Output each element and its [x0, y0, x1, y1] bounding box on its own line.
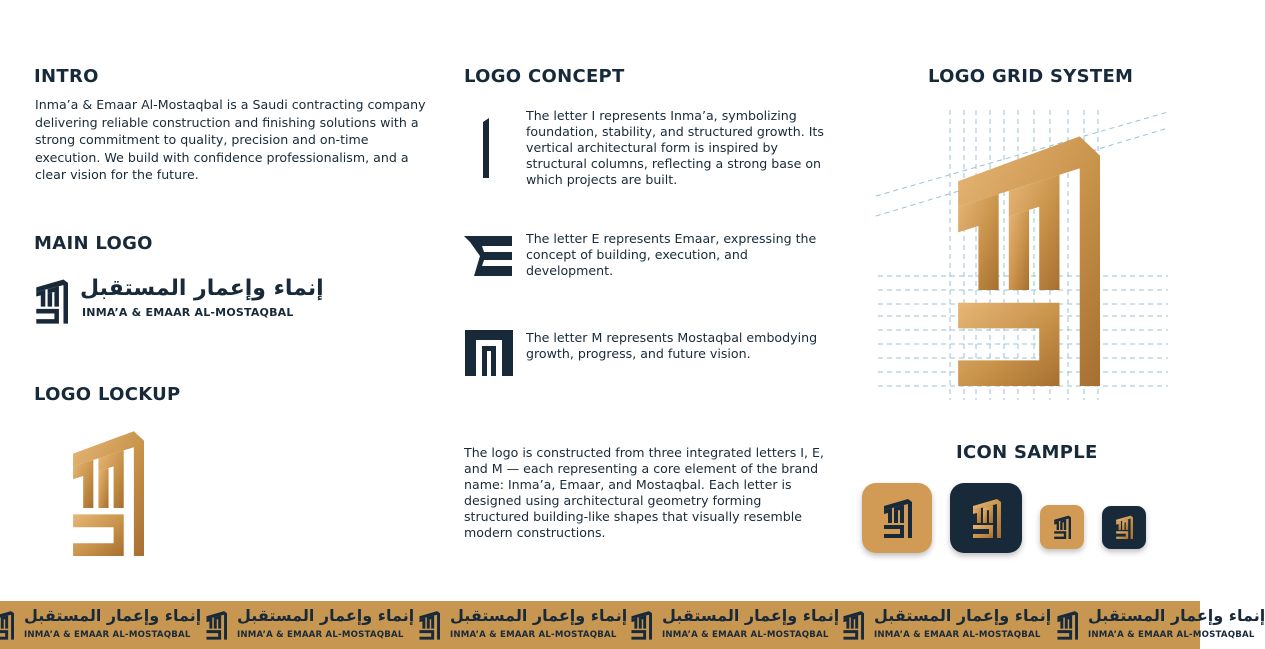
band-latin-name: INMA’A & EMAAR AL-MOSTAQBAL [237, 630, 404, 640]
logo-mark-icon [34, 272, 68, 330]
concept-summary: The logo is constructed from three integrated letters I, E, and M — each representing a core element of the brand name: Inma’a, Emaar, and Mostaqbal. Each letter is designed using architectural geometry forming structured building-like shapes that visually resemble modern constructions. [464, 445, 824, 540]
icon-sample-heading: ICON SAMPLE [956, 442, 1098, 463]
band-arabic-name: إنماء وإعمار المستقبل [1088, 606, 1265, 625]
icon-sample-navy-large [950, 483, 1022, 553]
concept-item-e-text: The letter E represents Emaar, expressing the concept of building, execution, and development. [526, 231, 817, 278]
band-arabic-name: إنماء وإعمار المستقبل [450, 606, 628, 625]
band-latin-name: INMA’A & EMAAR AL-MOSTAQBAL [24, 630, 191, 640]
logo-mark-icon [971, 496, 1001, 540]
band-latin-name: INMA’A & EMAAR AL-MOSTAQBAL [1088, 630, 1255, 640]
band-logo [418, 601, 628, 649]
grid-system-heading: LOGO GRID SYSTEM [928, 66, 1134, 87]
band-logo [205, 601, 415, 649]
logo-mark-icon [630, 608, 652, 642]
intro-text: Inma’a & Emaar Al-Mostaqbal is a Saudi contracting company delivering reliable construction and finishing solutions with a strong commitment to quality, precision and on-time execution. We build with confidence professionalism, and a clear vision for the future. [35, 97, 426, 183]
logo-mark-icon [0, 608, 14, 642]
icon-sample-navy-small [1102, 506, 1146, 549]
intro-heading: INTRO [34, 66, 99, 87]
band-arabic-name: إنماء وإعمار المستقبل [237, 606, 415, 625]
band-logo [630, 601, 840, 649]
logo-mark-icon [418, 608, 440, 642]
main-logo-heading: MAIN LOGO [34, 233, 153, 254]
band-arabic-name: إنماء وإعمار المستقبل [24, 606, 202, 625]
icon-sample-gold-large [862, 483, 932, 553]
logo-mark-icon [882, 496, 912, 540]
logo-mark-icon [1053, 514, 1071, 540]
band-logo [1056, 601, 1265, 649]
band-arabic-name: إنماء وإعمار المستقبل [874, 606, 1052, 625]
letter-e-icon [464, 236, 512, 276]
concept-item-m-text: The letter M represents Mostaqbal embodying growth, progress, and future vision. [526, 330, 818, 361]
lockup-logo-mark-icon [68, 428, 144, 556]
lockup-heading: LOGO LOCKUP [34, 384, 181, 405]
band-latin-name: INMA’A & EMAAR AL-MOSTAQBAL [450, 630, 617, 640]
logo-grid-diagram [872, 104, 1172, 404]
icon-sample-gold-small [1040, 505, 1084, 549]
band-arabic-name: إنماء وإعمار المستقبل [662, 606, 840, 625]
band-latin-name: INMA’A & EMAAR AL-MOSTAQBAL [662, 630, 829, 640]
main-logo [34, 270, 324, 332]
letter-i-icon [480, 118, 492, 178]
logo-mark-icon [1056, 608, 1078, 642]
main-logo-latin-name: INMA’A & EMAAR AL-MOSTAQBAL [82, 306, 294, 319]
logo-pattern-band [0, 601, 1265, 649]
concept-item-i-text: The letter I represents Inma’a, symbolizing foundation, stability, and structured growth. Its vertical architectural form is inspired by structural columns, reflecting a strong base on which projects are built. [526, 108, 824, 187]
logo-mark-icon [842, 608, 864, 642]
logo-mark-icon [1115, 514, 1133, 540]
main-logo-arabic-name: إنماء وإعمار المستقبل [80, 276, 324, 301]
letter-m-icon [465, 330, 513, 376]
concept-heading: LOGO CONCEPT [464, 66, 625, 87]
band-latin-name: INMA’A & EMAAR AL-MOSTAQBAL [874, 630, 1041, 640]
band-logo [0, 601, 202, 649]
logo-mark-icon [205, 608, 227, 642]
band-logo [842, 601, 1052, 649]
